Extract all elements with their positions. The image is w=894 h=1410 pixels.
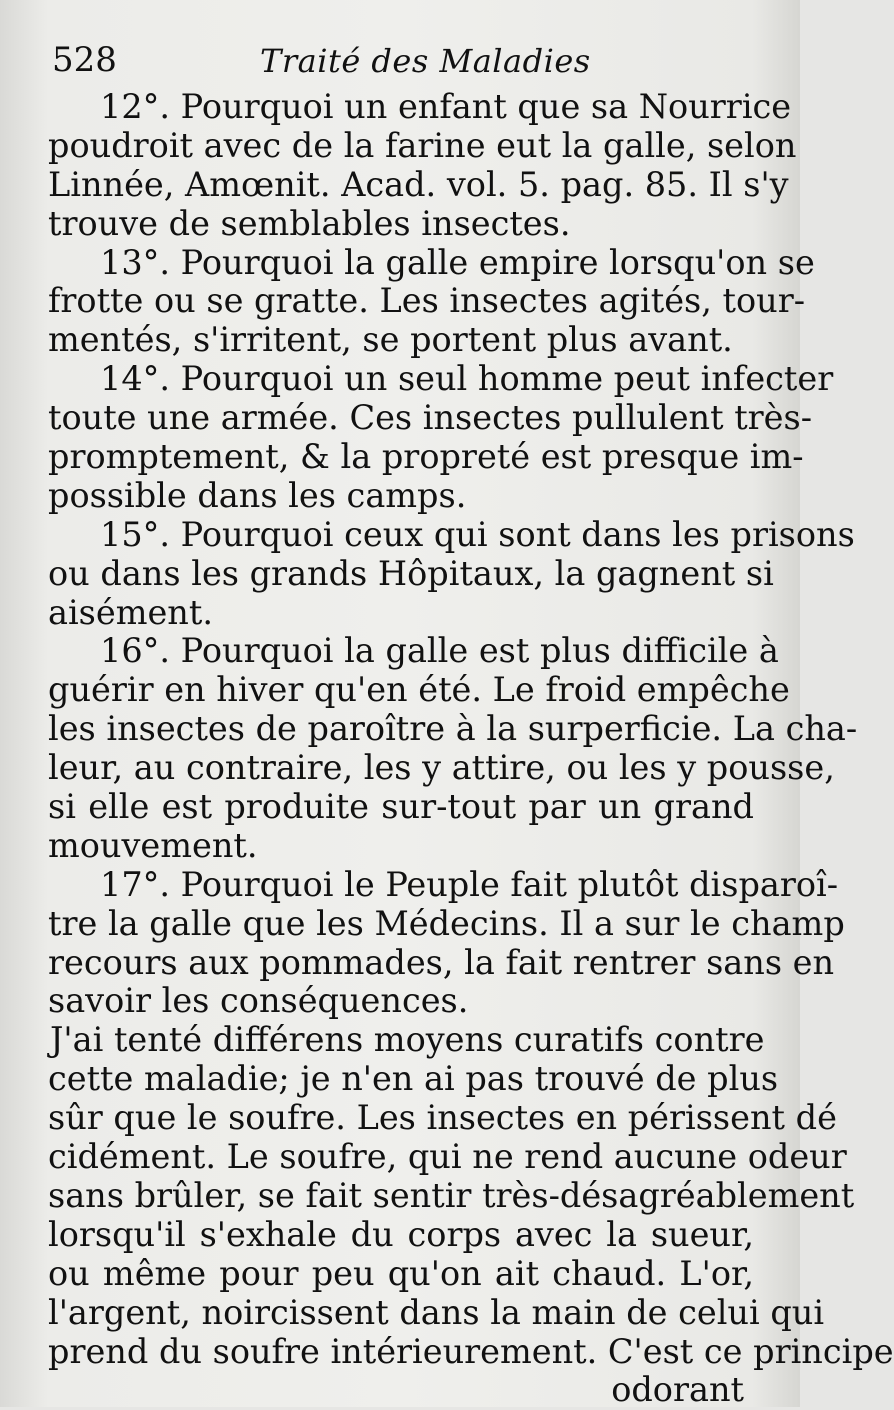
text-line: 17°. Pourquoi le Peuple fait plutôt disparoî- <box>100 864 839 904</box>
text-line: frotte ou se gratte. Les insectes agités, tour- <box>48 281 806 321</box>
page-header <box>52 40 752 90</box>
text-line: possible dans les camps. <box>48 475 467 515</box>
text-line: poudroit avec de la farine eut la galle, selon <box>48 125 797 165</box>
catchword: odorant <box>611 1370 744 1410</box>
text-line: toute une armée. Ces insectes pullulent très- <box>48 398 813 438</box>
text-line: leur, au contraire, les y attire, ou les y pousse, <box>48 748 835 788</box>
text-line: savoir les conséquences. <box>48 981 469 1021</box>
page-number: 528 <box>52 40 117 80</box>
text-line: prend du soufre intérieurement. C'est ce principe <box>48 1331 894 1371</box>
text-line: Linnée, Amœnit. Acad. vol. 5. pag. 85. Il s'y <box>48 164 789 204</box>
text-line: 15°. Pourquoi ceux qui sont dans les prisons <box>100 514 855 554</box>
text-line: 14°. Pourquoi un seul homme peut infecter <box>100 359 834 399</box>
text-line: l'argent, noircissent dans la main de celui qui <box>48 1292 825 1332</box>
text-line: aisément. <box>48 592 213 632</box>
text-line: lorsqu'il s'exhale du corps avec la sueur, <box>48 1214 754 1254</box>
text-line: 16°. Pourquoi la galle est plus difficile à <box>100 631 779 671</box>
text-line: mentés, s'irritent, se portent plus avant. <box>48 320 733 360</box>
text-line: trouve de semblables insectes. <box>48 203 571 243</box>
text-line: J'ai tenté différens moyens curatifs contre <box>50 1020 765 1060</box>
text-line: cidément. Le soufre, qui ne rend aucune odeur <box>48 1137 847 1177</box>
text-line: sans brûler, se fait sentir très-désagréablement <box>48 1175 855 1215</box>
text-line: mouvement. <box>48 825 258 865</box>
text-line: 12°. Pourquoi un enfant que sa Nourrice <box>100 87 792 126</box>
text-line: cette maladie; je n'en ai pas trouvé de plus <box>48 1059 779 1099</box>
text-line: les insectes de paroître à la surperficie. La cha- <box>48 709 858 749</box>
text-line: guérir en hiver qu'en été. Le froid empêche <box>48 670 790 710</box>
text-line: recours aux pommades, la fait rentrer sans en <box>48 942 835 982</box>
running-title: Traité des Maladies <box>260 42 591 80</box>
text-line: 13°. Pourquoi la galle empire lorsqu'on se <box>100 242 815 282</box>
text-line: promptement, & la propreté est presque im- <box>48 437 804 477</box>
body-text <box>48 87 894 1410</box>
text-line: si elle est produite sur-tout par un grand <box>48 787 754 827</box>
text-line: sûr que le soufre. Les insectes en périssent dé <box>48 1098 837 1138</box>
text-line: tre la galle que les Médecins. Il a sur le champ <box>48 903 845 943</box>
text-line: ou même pour peu qu'on ait chaud. L'or, <box>48 1253 754 1293</box>
text-line: ou dans les grands Hôpitaux, la gagnent si <box>48 553 774 593</box>
